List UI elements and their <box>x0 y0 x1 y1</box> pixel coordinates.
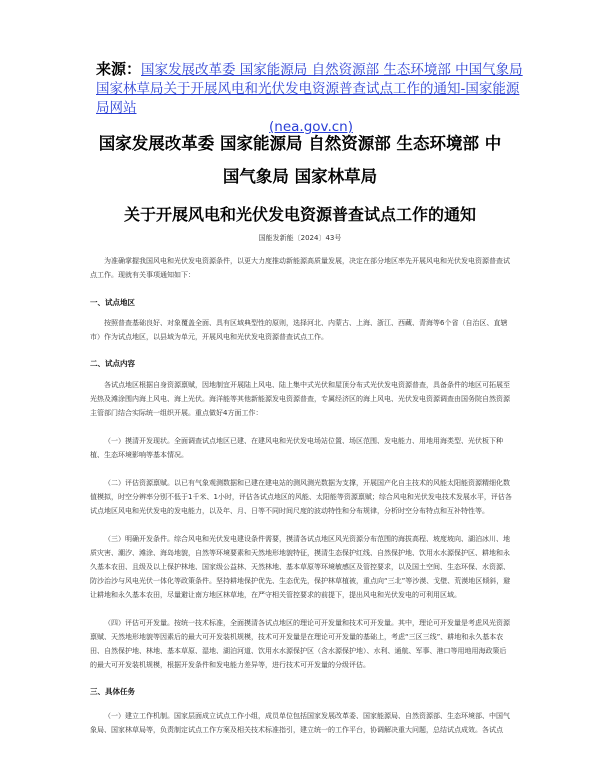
list-item-developable-capacity: （四）评估可开发量。按统一技术标准，全面摸清各试点地区的理论可开发量和技术可开发量。其中，理论可开发量是考虑风光资源禀赋、天然地形地貌等因素后的最大可开发装机规模，技术可开发量是在理论可开发量的基础上，考虑“三区三线”、耕地和永久基本农田、自然保护地、林地、基本草原、湿地、湖泊河道、饮用水水源保护区（含水源保护地）、水利、通航、军事、港口等用地用海政策后的最大可开发装机规模，根据开发条件和发电能力差异等，进行技术可开发量的分级评估。 <box>90 619 510 669</box>
section-paragraph-pilot-areas: 按照普查基础良好、对象覆盖全面、具有区域典型性的原则，选择河北、内蒙古、上海、浙江、西藏、青海等6个省（自治区、直辖市）作为试点地区，以县域为单元，开展风电和光伏发电资源普查试点工作。 <box>90 319 508 341</box>
source-label: 来源： <box>96 60 142 78</box>
list-item-work-mechanism: （一）建立工作机制。国家层面成立试点工作小组，成员单位包括国家发展改革委、国家能源局、自然资源部、生态环境部、中国气象局、国家林草局等，负责制定试点工作方案及相关技术标准指引，建立统一的工作平台，协调解决重大问题，总结试点成效。各试点 <box>90 712 510 734</box>
section-heading-pilot-areas: 一、试点地区 <box>90 298 135 307</box>
section-paragraph-pilot-content: 各试点地区根据自身资源禀赋，因地制宜开展陆上风电、陆上集中式光伏和屋顶分布式光伏发电资源普查，具备条件的地区可拓展至光热及滩涂围内海上风电、海上光伏。海洋能等其他新能源发电资源普查，专属经济区的海上风电、光伏发电资源调查由国务院自然资源主管部门结合实际统一组织开展。重点做好4方面工作： <box>90 381 510 417</box>
source-link[interactable]: 国家发展改革委 国家能源局 自然资源部 生态环境部 中国气象局 国 <box>96 62 523 97</box>
list-item-resource-endowment: （二）评估资源禀赋。以已有气象观测数据和已建在建电站的测风测光数据为支撑，开展国产化自主技术的风能太阳能资源精细化数值模拟，时空分辨率分别不低于1千米、1小时，评估各试点地区的风能、太阳能等资源禀赋；综合风电和光伏发电技术发展水平，评估各试点地区风电和光伏发电的发电能力，以及年、月、日等不同时间尺度的波动特性和分布规律，分析时空分布特点和互补特性等。 <box>90 479 512 515</box>
list-item-development-conditions: （三）明确开发条件。综合风电和光伏发电建设条件需要，摸清各试点地区风光资源分布范围的海拔高程、坡度坡向、湖泊冰川、地质灾害、潮汐、滩涂、海岛地貌，自然等环境要素和天然地形地貌特征，摸清生态保护红线、自然保护地、饮用水水源保护区、耕地和永久基本农田、且级及以上保护林地、国家级公益林、天然林地、基本草原等环境敏感区及管控要求，以及国土空间、生态环保、水资源、防沙治沙与风电光伏一体化等政策条件。坚持耕地保护优先、生态优先，保护林草植被，重点向“三北”等沙漠、戈壁、荒漠地区倾斜，避让耕地和永久基本农田，尽量避让南方地区林草地，在严守相关管控要求的前提下，提出风电和光伏发电的可利用区域。 <box>90 535 511 599</box>
list-item-development-status: （一）摸清开发现状。全面调查试点地区已建、在建风电和光伏发电场站位置、场区范围、发电能力、用地用海类型、光伏板下种植、生态环境影响等基本情况。 <box>90 437 503 459</box>
document-title: 关于开展风电和光伏发电资源普查试点工作的通知 <box>123 205 476 224</box>
issuing-agencies-line-1: 国家发展改革委 国家能源局 自然资源部 生态环境部 中 <box>98 134 502 153</box>
section-heading-pilot-content: 二、试点内容 <box>90 359 135 368</box>
issuing-agencies-line-2: 国气象局 国家林草局 <box>222 167 378 186</box>
document-number: 国能发新能〔2024〕43号 <box>258 234 342 242</box>
source-link-continued[interactable]: 家林草局关于开展风电和光伏发电资源普查试点工作的通知-国家能源局网站 <box>96 81 520 116</box>
source-line <box>96 60 526 137</box>
intro-paragraph: 为准确掌握我国风电和光伏发电资源条件，以更大力度推动新能源高质量发展，决定在部分地区率先开展风电和光伏发电资源普查试点工作。现就有关事项通知如下： <box>90 257 510 279</box>
section-heading-specific-tasks: 三、具体任务 <box>90 687 135 696</box>
source-link-domain[interactable]: (nea.gov.cn) <box>269 119 353 135</box>
